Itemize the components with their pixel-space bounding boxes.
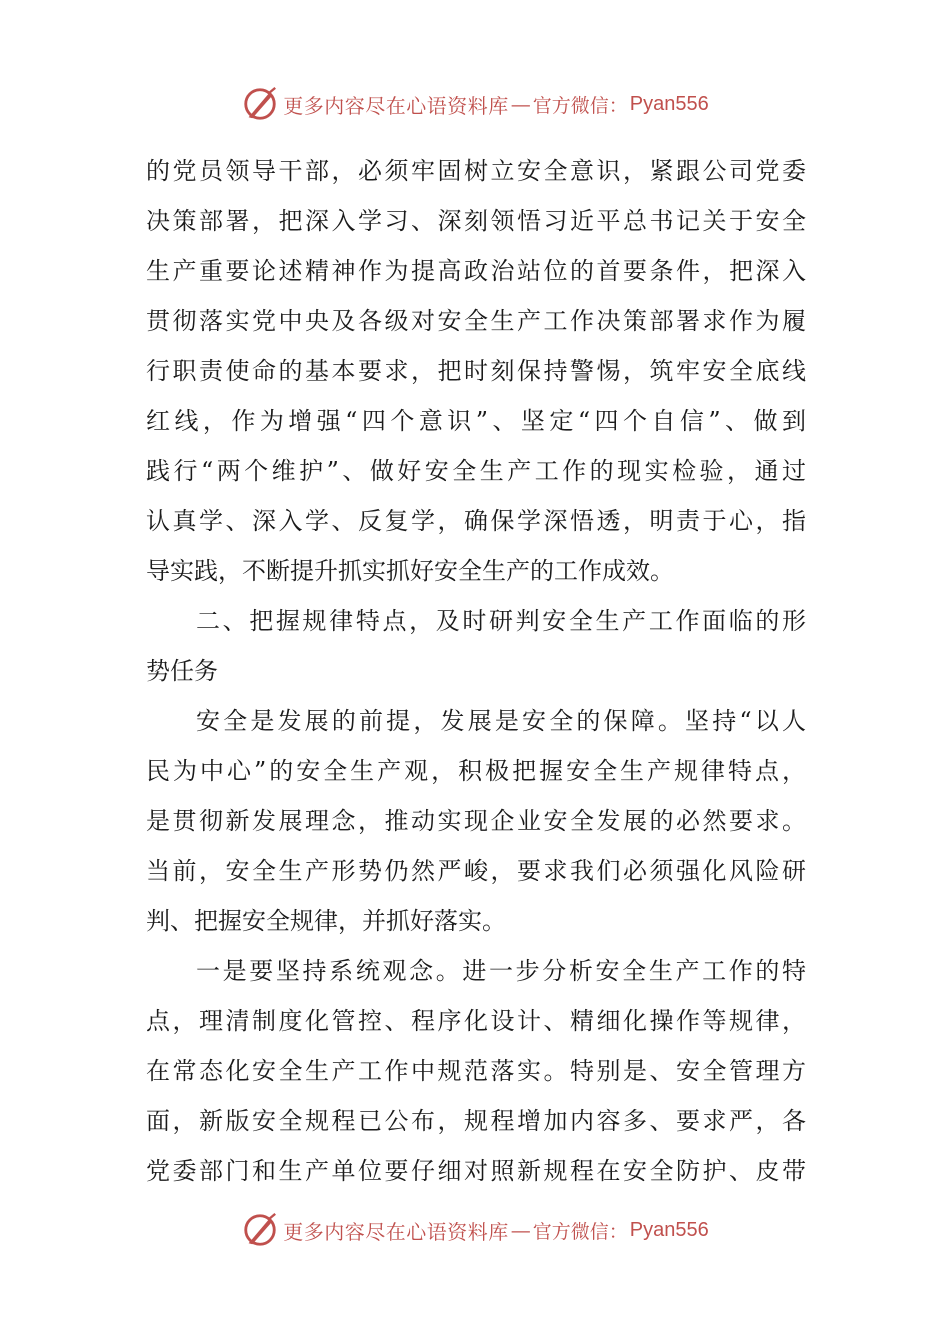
text-line: 党委部门和生产单位要仔细对照新规程在安全防护、皮带 [146, 1157, 806, 1185]
text-line: 在常态化安全生产工作中规范落实。特别是、安全管理方 [146, 1057, 806, 1085]
footer-banner [0, 1210, 950, 1250]
text-line: 红线，作为增强“四个意识”、坚定“四个自信”、做到 [146, 407, 806, 435]
text-line: 决策部署，把深入学习、深刻领悟习近平总书记关于安全 [146, 207, 806, 235]
quill-logo-icon [241, 85, 279, 123]
text-line: 一是要坚持系统观念。进一步分析安全生产工作的特 [196, 957, 806, 985]
banner-dash: — [510, 1218, 531, 1242]
text-line: 践行“两个维护”、做好安全生产工作的现实检验，通过 [146, 457, 806, 485]
banner-dash: — [510, 92, 531, 116]
text-line: 生产重要论述精神作为提高政治站位的首要条件，把深入 [146, 257, 806, 285]
text-line: 当前，安全生产形势仍然严峻，要求我们必须强化风险研 [146, 857, 806, 885]
text-line: 贯彻落实党中央及各级对安全生产工作决策部署求作为履 [146, 307, 806, 335]
text-line: 点，理清制度化管控、程序化设计、精细化操作等规律， [146, 1007, 806, 1035]
banner-wechat-label: 官方微信： [532, 94, 628, 117]
banner-main-text: 更多内容尽在心语资料库 [283, 93, 509, 118]
text-line: 势任务 [146, 657, 218, 685]
document-body [146, 146, 806, 1196]
text-line: 面，新版安全规程已公布，规程增加内容多、要求严，各 [146, 1107, 806, 1135]
text-line: 民为中心”的安全生产观，积极把握安全生产规律特点， [146, 757, 806, 785]
text-line: 安全是发展的前提，发展是安全的保障。坚持“以人 [196, 707, 806, 735]
quill-logo-icon [241, 1211, 279, 1249]
banner-wechat-id: Pyan556 [629, 92, 709, 115]
text-line: 二、把握规律特点，及时研判安全生产工作面临的形 [196, 607, 806, 635]
header-banner [0, 84, 950, 124]
text-line: 的党员领导干部，必须牢固树立安全意识，紧跟公司党委 [146, 157, 806, 185]
text-line: 导实践，不断提升抓实抓好安全生产的工作成效。 [146, 557, 674, 585]
text-line: 行职责使命的基本要求，把时刻保持警惕，筑牢安全底线 [146, 357, 806, 385]
text-line: 是贯彻新发展理念，推动实现企业安全发展的必然要求。 [146, 807, 806, 835]
banner-wechat-label: 官方微信： [532, 1220, 628, 1243]
text-line: 判、把握安全规律，并抓好落实。 [146, 907, 506, 935]
text-line: 认真学、深入学、反复学，确保学深悟透，明责于心，指 [146, 507, 806, 535]
banner-main-text: 更多内容尽在心语资料库 [283, 1219, 509, 1244]
banner-wechat-id: Pyan556 [629, 1218, 709, 1241]
